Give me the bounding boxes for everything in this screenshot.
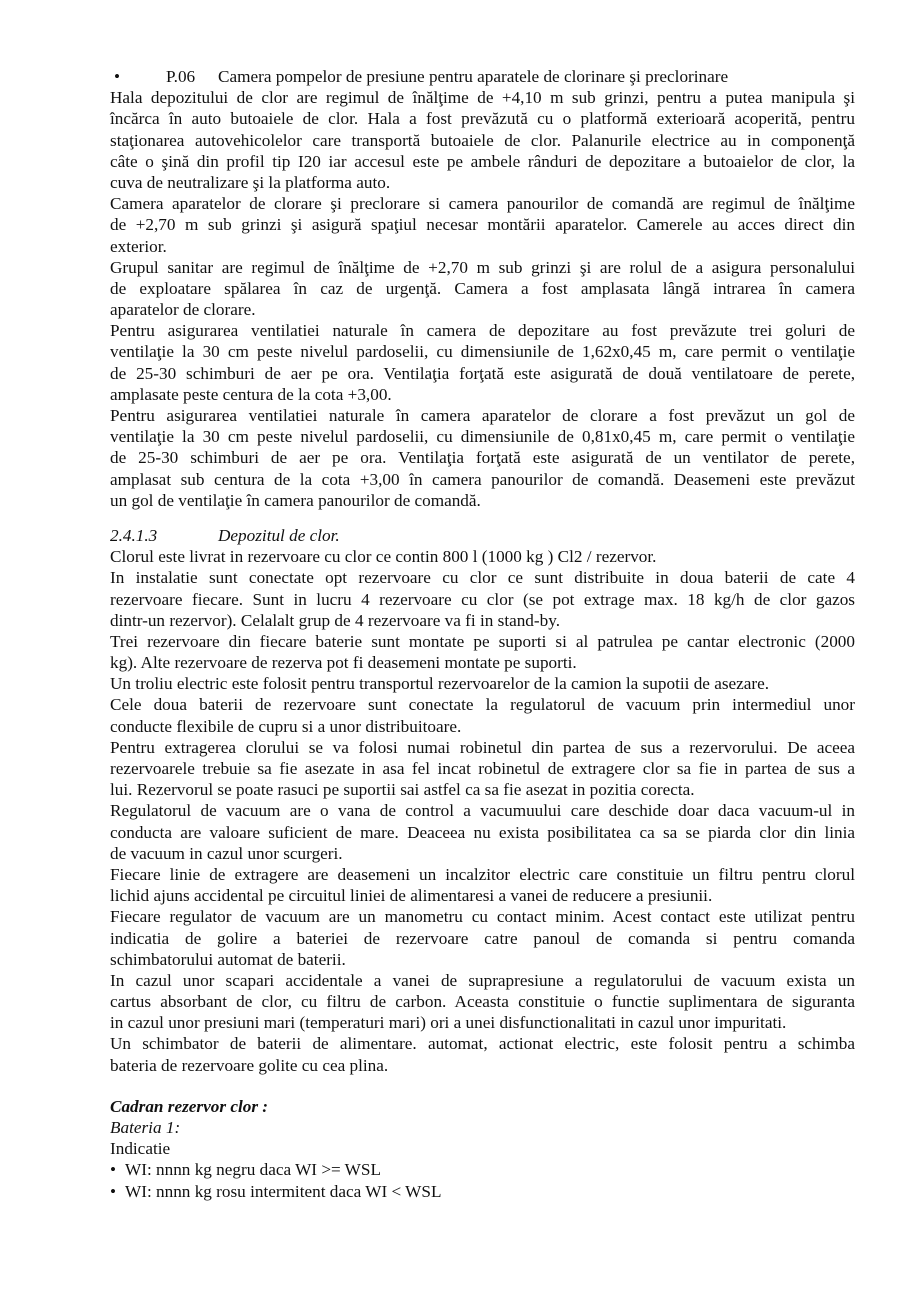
text-line: Fiecare linie de extragere are deasemeni un incalzitor electric care constituie un filtru pentru clorul bbox=[110, 864, 855, 884]
text-line: aparatelor de clorare. bbox=[110, 300, 256, 320]
text-line: amplasate peste centura de la cota +3,00. bbox=[110, 384, 392, 404]
bullet-icon: • bbox=[110, 1181, 117, 1201]
cadran-title: Cadran rezervor clor : bbox=[110, 1096, 269, 1116]
paragraph-extragere bbox=[110, 737, 855, 801]
text-line: de +2,70 m sub grinzi şi asigură spaţiul necesar montării aparatelor. Camerele au acces direct din bbox=[110, 215, 855, 235]
paragraph-grup-sanitar bbox=[110, 257, 855, 321]
paragraph-ventilatie-clorare bbox=[110, 405, 855, 511]
text-line: Un schimbator de baterii de alimentare. automat, actionat electric, este folosit pentru a schimba bbox=[110, 1034, 855, 1054]
text-line: In instalatie sunt conectate opt rezervoare cu clor ce sunt distribuite in doua baterii de cate 4 bbox=[110, 568, 855, 588]
text-line: Hala depozitului de clor are regimul de înălţime de +4,10 m sub grinzi, pentru a putea manipula şi bbox=[110, 88, 855, 108]
list-item bbox=[110, 1159, 855, 1180]
text-line: Pentru asigurarea ventilatiei naturale în camera de depozitare au fost prevăzute trei goluri de bbox=[110, 321, 855, 341]
text-line: in cazul unor presiuni mari (temperaturi mari) ori a unei disfunctionalitati in cazul unor impuritati. bbox=[110, 1013, 787, 1033]
bullet-icon: • bbox=[114, 67, 121, 86]
text-line: ventilaţie la 30 cm peste nivelul pardoselii, cu dimensiunile de 0,81x0,45 m, care permit o ventilaţie bbox=[110, 427, 855, 447]
text-line: conducte flexibile de cupru si a unor distribuitoare. bbox=[110, 716, 462, 736]
cadran-label: Indicatie bbox=[110, 1139, 171, 1159]
text-line: amplasat sub centura de la cota +3,00 în camera panourilor de comandă. Deasemeni este prevăzut bbox=[110, 469, 855, 489]
text-line: conducta are valoare suficient de mare. Deaceea nu exista posibilitatea ca sa se piarda clor din linia bbox=[110, 822, 855, 842]
text-line: indicatia de golire a bateriei de rezervoare catre panoul de comanda si pentru comanda bbox=[110, 928, 855, 948]
text-line: lichid ajuns accidental pe circuitul liniei de alimentaresi a vanei de reducere a presiunii. bbox=[110, 886, 713, 906]
bullet-icon: • bbox=[110, 1160, 117, 1180]
paragraph-instalatie bbox=[110, 567, 855, 631]
paragraph-camera-aparate bbox=[110, 193, 855, 257]
paragraph-livrare bbox=[110, 546, 855, 567]
text-line: Trei rezervoare din fiecare baterie sunt montate pe suporti si al patrulea pe cantar electronic (2000 bbox=[110, 631, 855, 651]
paragraph-hala-depozit bbox=[110, 87, 855, 193]
cadran-subtitle: Bateria 1: bbox=[110, 1118, 181, 1137]
text-line: Pentru extragerea clorului se va folosi numai robinetul din partea de sus a rezervorului. De aceea bbox=[110, 737, 855, 757]
text-line: Regulatorul de vacuum are o vana de control a vacumuului care deschide doar daca vacuum-ul in bbox=[110, 801, 855, 821]
document-page bbox=[110, 66, 855, 1202]
item-code: P.06 bbox=[166, 67, 196, 86]
paragraph-incalzitor bbox=[110, 864, 855, 906]
paragraph-cartus bbox=[110, 970, 855, 1034]
text-line: Un troliu electric este folosit pentru transportul rezervoarelor de la camion la supotii de asezare. bbox=[110, 674, 770, 694]
text-line: Pentru asigurarea ventilatiei naturale în camera aparatelor de clorare a fost prevăzut un gol de bbox=[110, 406, 855, 425]
text-line: exterior. bbox=[110, 236, 167, 256]
paragraph-ventilatie-depozitare bbox=[110, 320, 855, 405]
section-heading bbox=[110, 525, 855, 546]
text-line: cartus absorbant de clor, cu filtru de carbon. Aceasta constituie o functie suplimentara de siguranta bbox=[110, 992, 855, 1012]
section-title: Depozitul de clor. bbox=[218, 525, 340, 545]
text-line: Grupul sanitar are regimul de înălţime de +2,70 m sub grinzi şi are rolul de a asigura personalului bbox=[110, 257, 855, 277]
list-item-text: WI: nnnn kg rosu intermitent daca WI < WSL bbox=[125, 1181, 442, 1201]
text-line: cuva de neutralizare şi la platforma auto. bbox=[110, 172, 391, 192]
spacer bbox=[110, 511, 855, 525]
cadran-section bbox=[110, 1096, 855, 1202]
text-line: bateria de rezervoare golite cu cea plina. bbox=[110, 1055, 389, 1075]
paragraph-regulator bbox=[110, 800, 855, 864]
list-item-text: WI: nnnn kg negru daca WI >= WSL bbox=[125, 1160, 381, 1180]
text-line: ventilaţie la 30 cm peste nivelul pardoselii, cu dimensiunile de 1,62x0,45 m, care permit o ventilaţie bbox=[110, 342, 855, 362]
paragraph-baterii bbox=[110, 694, 855, 736]
text-line: câte o şină din profil tip I20 iar accesul este pe ambele rânduri de depozitare a butoaielor de clor, la bbox=[110, 151, 855, 171]
text-line: lui. Rezervorul se poate rasuci pe suportii sai astfel ca sa fie asezat in pozitia corecta. bbox=[110, 780, 695, 800]
text-line: staţionarea autovehicolelor care transportă butoaiele de clor. Palanurile electrice au in componenţă bbox=[110, 130, 855, 150]
text-line: Clorul este livrat in rezervoare cu clor ce contin 800 l (1000 kg ) Cl2 / rezervor. bbox=[110, 547, 657, 567]
text-line: un gol de ventilaţie în camera panourilor de comandă. bbox=[110, 490, 481, 510]
spacer bbox=[110, 1076, 855, 1096]
paragraph-troliu bbox=[110, 673, 855, 694]
text-line: de vacuum in cazul unor scurgeri. bbox=[110, 843, 343, 863]
text-line: rezervoarele trebuie sa fie asezate in asa fel incat robinetul de extragere clor sa fie in partea de sus a bbox=[110, 759, 855, 778]
text-line: de 25-30 schimburi de aer pe ora. Ventilaţia forţată este asigurată de un ventilator de perete, bbox=[110, 448, 855, 468]
text-line: kg). Alte rezervoare de rezerva pot fi deasemeni montate pe suporti. bbox=[110, 653, 577, 673]
paragraph-manometru bbox=[110, 906, 855, 970]
text-line: Camera aparatelor de clorare şi preclorare si camera panourilor de comandă are regimul de înălţime bbox=[110, 194, 855, 214]
text-line: de 25-30 schimburi de aer pe ora. Ventilaţia forţată este asigurată de două ventilatoare de perete, bbox=[110, 363, 855, 383]
text-line: schimbatorului automat de baterii. bbox=[110, 949, 346, 969]
text-line: Fiecare regulator de vacuum are un manometru cu contact minim. Acest contact este utilizat pentru bbox=[110, 907, 855, 927]
text-line: încărca în auto butoaiele de clor. Hala a fost prevăzută cu o platformă exterioară acoperită, pentru bbox=[110, 109, 855, 129]
list-item bbox=[110, 1181, 855, 1202]
text-line: Cele doua baterii de rezervoare sunt conectate la regulatorul de vacuum prin intermediul unor bbox=[110, 695, 855, 715]
text-line: de exploatare spălarea în caz de urgenţă. Camera a fost amplasata lângă intrarea în camera bbox=[110, 278, 855, 298]
paragraph-schimbator bbox=[110, 1033, 855, 1075]
text-line: rezervoare fiecare. Sunt in lucru 4 rezervoare cu clor (se pot extrage max. 18 kg/h de clor gazos bbox=[110, 589, 855, 609]
paragraph-suporti bbox=[110, 631, 855, 673]
text-line: In cazul unor scapari accidentale a vanei de suprapresiune a regulatorului de vacuum exista un bbox=[110, 970, 855, 990]
item-heading-p06 bbox=[110, 66, 855, 87]
section-number: 2.4.1.3 bbox=[110, 525, 158, 545]
text-line: dintr-un rezervor). Celalalt grup de 4 rezervoare va fi in stand-by. bbox=[110, 610, 560, 630]
item-title: Camera pompelor de presiune pentru aparatele de clorinare şi preclorinare bbox=[218, 67, 729, 86]
